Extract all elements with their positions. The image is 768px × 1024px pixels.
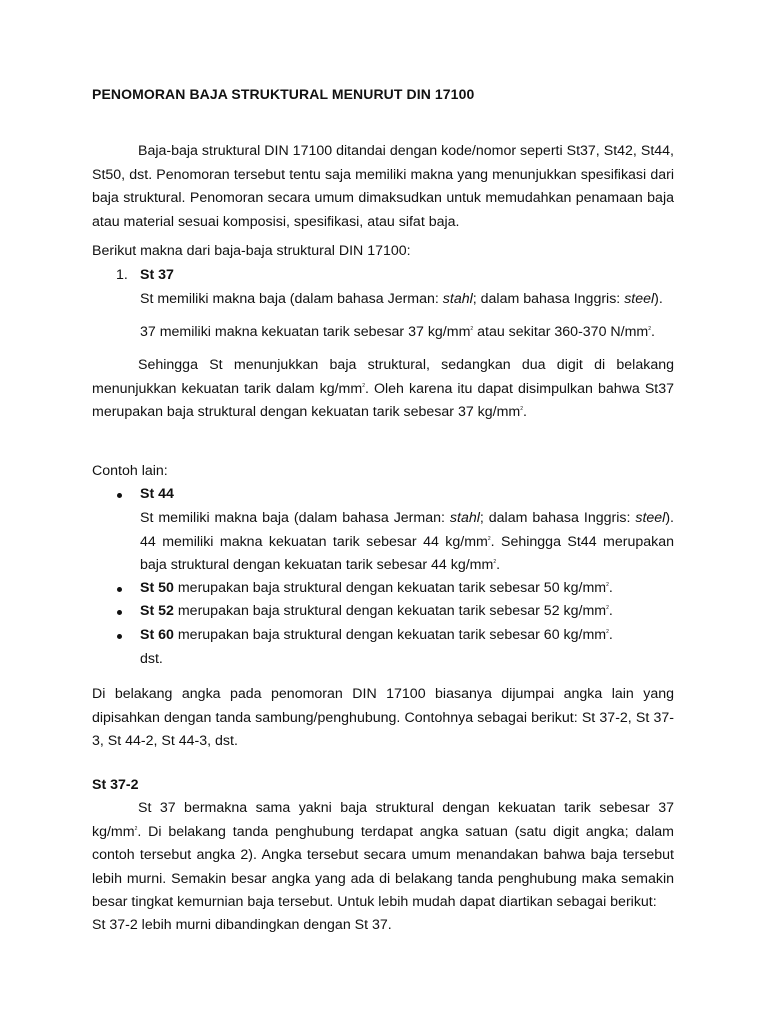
st37-meaning-line: St memiliki makna baja (dalam bahasa Jerman: stahl; dalam bahasa Inggris: steel). <box>140 291 663 307</box>
st44-paragraph: St memiliki makna baja (dalam bahasa Jerman: stahl; dalam bahasa Inggris: steel). 44 memiliki makna kekuatan tarik sebesar 44 $kg/mm^2$. Sehingga St44 merupakan baja struktural dengan kekuatan tarik sebesar 44 $kg/mm^2$. <box>140 510 674 574</box>
st37-2-paragraph: St 37 bermakna sama yakni baja struktural dengan kekuatan tarik sebesar 37 $kg/mm^2$. Di belakang tanda penghubung terdapat angka satuan (satu digit angka; dalam contoh tersebut angka 2). Angka tersebut secara umum menandakan bahwa baja tersebut lebih murni. Semakin besar angka yang ada di belakang tanda penghubung maka semakin besar tingkat kemurnian baja tersebut. Untuk lebih mudah dapat diartikan sebagai berikut: <box>92 800 674 911</box>
st37-2-comparison-line: St 37-2 lebih murni dibandingkan dengan St 37. <box>92 917 392 933</box>
item-heading-st44: St 44 <box>140 486 174 502</box>
contoh-lain-label: Contoh lain: <box>92 463 168 479</box>
bullet-item-st52: St 52 merupakan baja struktural dengan kekuatan tarik sebesar 52 $kg/mm^2$. <box>140 603 613 619</box>
document-title: PENOMORAN BAJA STRUKTURAL MENURUT DIN 17100 <box>92 86 475 102</box>
st37-strength-line: 37 memiliki makna kekuatan tarik sebesar 37 $kg/mm^2$ atau sekitar 360-370 $N/mm^2$. <box>140 324 655 340</box>
bullet-item-st50: St 50 merupakan baja struktural dengan kekuatan tarik sebesar 50 $kg/mm^2$. <box>140 580 613 596</box>
section-heading-st37-2: St 37-2 <box>92 777 139 793</box>
berikut-line: Berikut makna dari baja-baja struktural DIN 17100: <box>92 243 411 259</box>
sehingga-paragraph: Sehingga St menunjukkan baja struktural, sedangkan dua digit di belakang menunjukkan kekuatan tarik dalam $kg/mm^2$. Oleh karena itu dapat disimpulkan bahwa St37 merupakan baja struktural dengan kekuatan tarik sebesar 37 $kg/mm^2$. <box>92 357 675 421</box>
bullet-dot <box>117 634 122 639</box>
list-number: 1. <box>116 267 128 283</box>
intro-paragraph: Baja-baja struktural DIN 17100 ditandai dengan kode/nomor seperti St37, St42, St44, St50, dst. Penomoran tersebut tentu saja memiliki makna yang menunjukkan spesifikasi dari baja struktural. Penomoran secara umum dimaksudkan untuk memudahkan penamaan baja atau material sesuai komposisi, spesifikasi, atau sifat baja. <box>92 143 674 230</box>
bullet-dot <box>117 587 122 592</box>
dst-line: dst. <box>140 651 163 667</box>
item-heading-st37: St 37 <box>140 267 174 283</box>
bullet-dot <box>117 493 122 498</box>
bullet-item-st60: St 60 merupakan baja struktural dengan kekuatan tarik sebesar 60 $kg/mm^2$. <box>140 627 613 643</box>
di-belakang-paragraph: Di belakang angka pada penomoran DIN 17100 biasanya dijumpai angka lain yang dipisahkan dengan tanda sambung/penghubung. Contohnya sebagai berikut: St 37-2, St 37-3, St 44-2, St 44-3, dst. <box>92 686 674 750</box>
bullet-dot <box>117 610 122 615</box>
